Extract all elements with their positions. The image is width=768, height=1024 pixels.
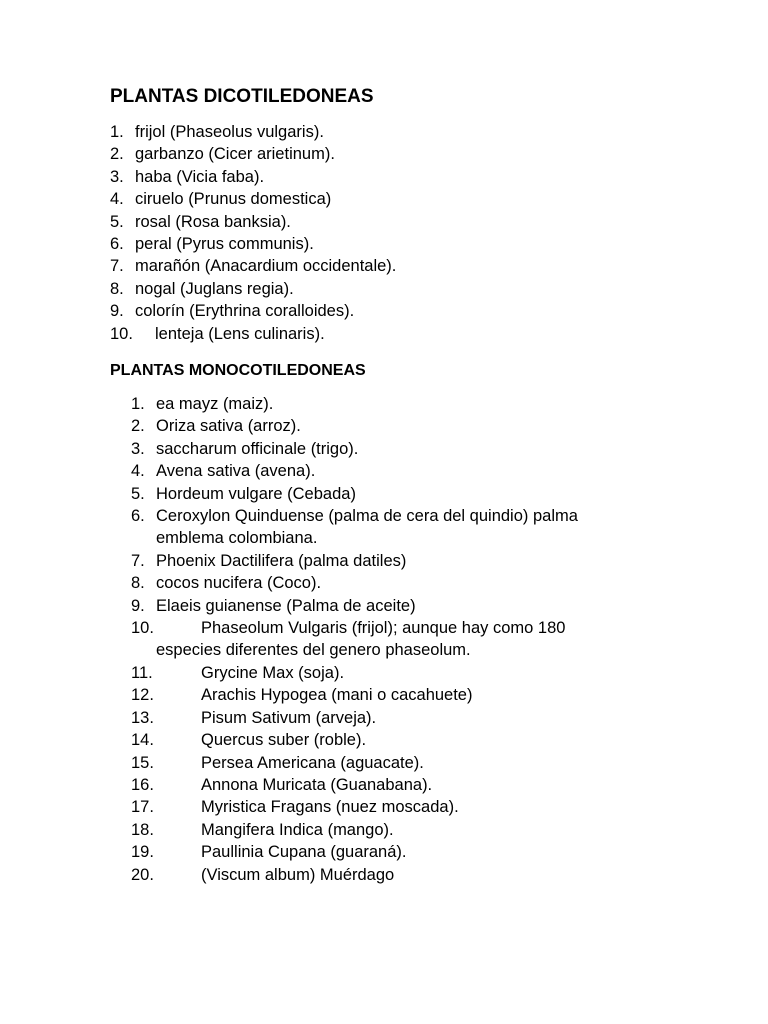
- list-item-text: Quercus suber (roble).: [201, 731, 367, 750]
- list-item: [131, 617, 578, 662]
- list-item: [131, 796, 578, 818]
- list-item-text: Elaeis guianense (Palma de aceite): [156, 596, 416, 615]
- dicot-heading: PLANTAS DICOTILEDONEAS: [110, 86, 374, 107]
- list-item-number: 4.: [131, 462, 145, 481]
- list-item-number: 12.: [131, 686, 154, 705]
- list-item: [131, 483, 578, 505]
- list-item: [110, 233, 396, 255]
- list-item-number: 6.: [131, 507, 145, 526]
- list-item: [110, 211, 396, 233]
- list-item-text: nogal (Juglans regia).: [135, 279, 294, 298]
- list-item: [131, 393, 578, 415]
- list-item-text: haba (Vicia faba).: [135, 167, 265, 186]
- list-item-number: 2.: [131, 417, 145, 436]
- list-item: [131, 707, 578, 729]
- list-item-text: (Viscum album) Muérdago: [201, 865, 395, 884]
- list-item-text: Oriza sativa (arroz).: [156, 417, 301, 436]
- list-item-text: Annona Muricata (Guanabana).: [201, 775, 433, 794]
- list-item-text: saccharum officinale (trigo).: [156, 439, 359, 458]
- list-item-number: 7.: [131, 551, 145, 570]
- list-item-text: colorín (Erythrina coralloides).: [135, 302, 355, 321]
- list-item-number: 14.: [131, 731, 154, 750]
- list-item-text: lenteja (Lens culinaris).: [155, 324, 325, 343]
- list-item-number: 1.: [131, 395, 145, 413]
- list-item: [131, 752, 578, 774]
- list-item-number: 8.: [131, 574, 145, 593]
- list-item-text: garbanzo (Cicer arietinum).: [135, 145, 335, 164]
- list-item-number: 19.: [131, 843, 154, 862]
- list-item-text: ea mayz (maiz).: [156, 395, 274, 413]
- list-item-number: 7.: [110, 257, 124, 276]
- list-item: [131, 550, 578, 572]
- monocot-heading: PLANTAS MONOCOTILEDONEAS: [110, 362, 366, 379]
- list-item: [131, 774, 578, 796]
- list-item-text: ciruelo (Prunus domestica): [135, 190, 332, 209]
- list-item-number: 6.: [110, 235, 124, 254]
- list-item: [131, 841, 578, 863]
- monocot-list: [131, 393, 578, 886]
- list-item-text: cocos nucifera (Coco).: [156, 574, 322, 593]
- list-item-number: 15.: [131, 753, 154, 772]
- list-item-number: 3.: [131, 439, 145, 458]
- list-item-number: 9.: [110, 302, 124, 321]
- list-item: [110, 323, 396, 345]
- list-item: [131, 595, 578, 617]
- list-item-text: marañón (Anacardium occidentale).: [135, 257, 397, 276]
- list-item-number: 20.: [131, 865, 154, 884]
- list-item-number: 13.: [131, 708, 154, 727]
- list-item-text: Phaseolum Vulgaris (frijol); aunque hay como 180: [201, 619, 566, 638]
- list-item-text: Avena sativa (avena).: [156, 462, 316, 481]
- list-item: [131, 864, 578, 886]
- list-item: [110, 143, 396, 165]
- list-item-text-continuation: especies diferentes del genero phaseolum.: [156, 641, 471, 660]
- list-item-text: Ceroxylon Quinduense (palma de cera del quindio) palma: [156, 507, 578, 526]
- list-item-text-continuation: emblema colombiana.: [156, 529, 318, 548]
- list-item-text: Phoenix Dactilifera (palma datiles): [156, 551, 407, 570]
- list-item-number: 11.: [131, 663, 153, 682]
- list-item-number: 2.: [110, 145, 124, 164]
- list-item: [110, 300, 396, 322]
- list-item-number: 16.: [131, 775, 154, 794]
- list-item-number: 3.: [110, 167, 124, 186]
- list-item: [131, 819, 578, 841]
- list-item-text: Grycine Max (soja).: [201, 663, 345, 682]
- list-item: [131, 438, 578, 460]
- dicot-list: [110, 121, 396, 345]
- list-item-text: Mangifera Indica (mango).: [201, 820, 394, 839]
- list-item-text: peral (Pyrus communis).: [135, 235, 314, 254]
- list-item-text: Pisum Sativum (arveja).: [201, 708, 377, 727]
- list-item-number: 17.: [131, 798, 154, 817]
- list-item: [131, 684, 578, 706]
- list-item: [131, 415, 578, 437]
- list-item-text: Arachis Hypogea (mani o cacahuete): [201, 686, 473, 705]
- list-item-text: Paullinia Cupana (guaraná).: [201, 843, 407, 862]
- list-item-number: 5.: [110, 212, 124, 231]
- list-item-number: 8.: [110, 279, 124, 298]
- list-item-text: Hordeum vulgare (Cebada): [156, 484, 356, 503]
- list-item: [110, 121, 396, 143]
- list-item-number: 10.: [131, 619, 154, 638]
- list-item-text: Persea Americana (aguacate).: [201, 753, 424, 772]
- list-item-number: 1.: [110, 123, 124, 141]
- list-item-number: 10.: [110, 324, 133, 343]
- list-item: [131, 460, 578, 482]
- list-item: [131, 729, 578, 751]
- list-item: [110, 188, 396, 210]
- list-item-text: Myristica Fragans (nuez moscada).: [201, 798, 459, 817]
- list-item-number: 18.: [131, 820, 154, 839]
- list-item: [131, 505, 578, 550]
- list-item-text: rosal (Rosa banksia).: [135, 212, 291, 231]
- list-item-text: frijol (Phaseolus vulgaris).: [135, 123, 324, 141]
- list-item-number: 9.: [131, 596, 145, 615]
- list-item: [110, 166, 396, 188]
- list-item: [110, 278, 396, 300]
- list-item: [110, 255, 396, 277]
- list-item: [131, 662, 578, 684]
- list-item-number: 4.: [110, 190, 124, 209]
- list-item-number: 5.: [131, 484, 145, 503]
- list-item: [131, 572, 578, 594]
